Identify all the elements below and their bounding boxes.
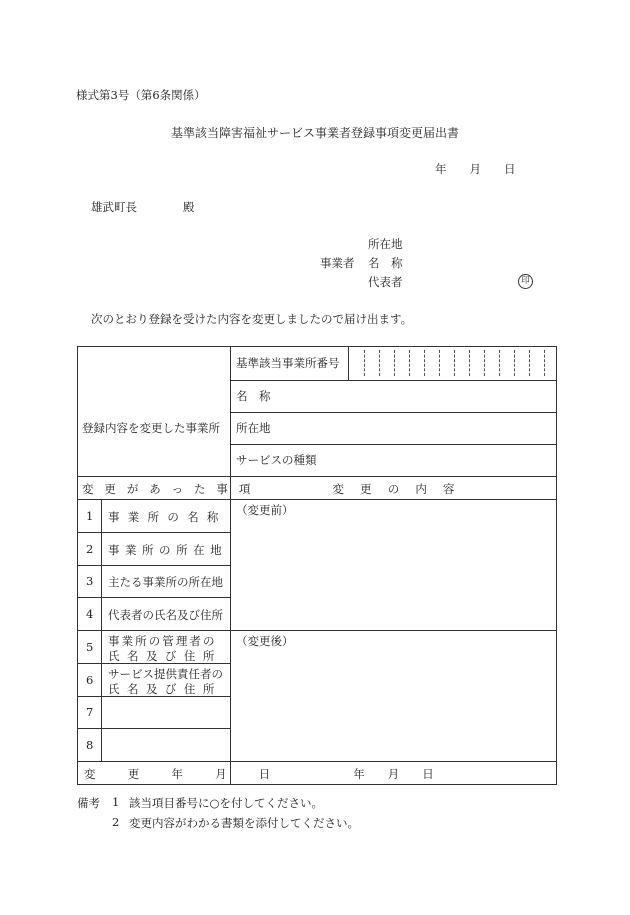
item-6-label-line1: サービス提供責任者の <box>108 667 223 681</box>
item-5-label-line2: 氏名及び住所 <box>108 649 222 663</box>
page-title: 基準該当障害福祉サービス事業者登録事項変更届出書 <box>170 126 459 140</box>
applicant-group-label: 事業者 <box>320 256 355 270</box>
note-1-text: 該当項目番号に○を付してください。 <box>129 796 324 810</box>
change-date-label: 変 更 年 月 日 <box>84 767 281 781</box>
office-address-label: 所在地 <box>236 421 271 435</box>
item-5-label-line1: 事業所の管理者の <box>108 634 217 648</box>
service-type-label: サービスの種類 <box>236 453 317 467</box>
item-4-label: 代表者の氏名及び住所 <box>108 608 223 622</box>
note-2-text: 変更内容がわかる書類を添付してください。 <box>129 816 359 830</box>
office-number-label: 基準該当事業所番号 <box>236 356 340 370</box>
change-date-value: 年 月 日 <box>353 767 434 781</box>
item-1-label: 事業所の名称 <box>108 510 227 524</box>
item-5-no: 5 <box>86 640 94 654</box>
form-number: 様式第3号（第6条関係） <box>76 88 206 102</box>
item-1-no: 1 <box>86 509 94 523</box>
item-8-no: 8 <box>86 738 94 752</box>
note-2-no: 2 <box>112 815 120 829</box>
office-name-label: 名 称 <box>236 389 271 403</box>
notes-label: 備考 <box>77 796 100 810</box>
item-3-no: 3 <box>86 574 94 588</box>
seal-mark: 印 <box>518 274 533 289</box>
after-label: （変更後） <box>236 634 294 648</box>
addressee: 雄武町長 殿 <box>91 200 195 214</box>
item-3-label: 主たる事業所の所在地 <box>108 575 223 589</box>
item-2-no: 2 <box>86 542 94 556</box>
changed-item-header: 変更があった事項 <box>82 482 262 496</box>
applicant-name-label: 名 称 <box>368 256 403 270</box>
changed-office-label: 登録内容を変更した事業所 <box>82 421 220 435</box>
intro-text: 次のとおり登録を受けた内容を変更しましたので届け出ます。 <box>91 312 413 326</box>
item-2-label: 事業所の所在地 <box>108 543 228 557</box>
date-line: 年 月 日 <box>435 162 516 176</box>
change-content-header: 変更の内容 <box>332 482 471 496</box>
before-label: （変更前） <box>236 503 294 517</box>
item-7-no: 7 <box>86 705 94 719</box>
change-table <box>77 346 557 785</box>
applicant-rep-label: 代表者 <box>368 275 403 289</box>
applicant-address-label: 所在地 <box>368 237 403 251</box>
item-6-label-line2: 氏名及び住所 <box>108 682 222 696</box>
item-6-no: 6 <box>86 673 94 687</box>
note-1-no: 1 <box>112 795 120 809</box>
item-4-no: 4 <box>86 607 94 621</box>
